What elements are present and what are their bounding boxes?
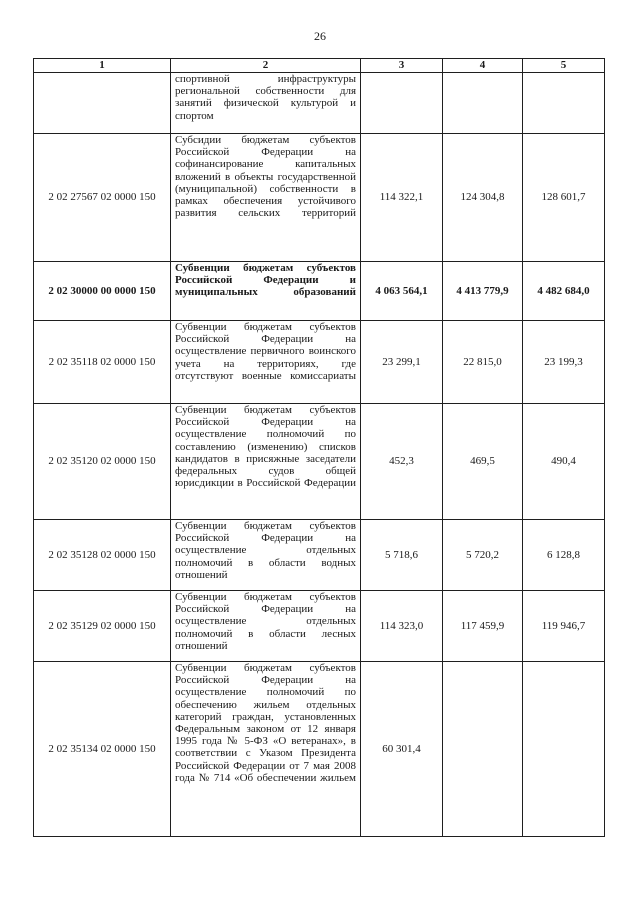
table-header-row [34,59,605,73]
value-col5-cell: 23 199,3 [523,321,605,404]
table-row [34,262,605,321]
value-col5-cell: 128 601,7 [523,134,605,262]
table-row [34,591,605,662]
budget-code-cell: 2 02 35134 02 0000 150 [34,662,171,837]
value-col5-cell [523,662,605,837]
budget-code-cell: 2 02 35120 02 0000 150 [34,404,171,520]
value-col4-cell: 117 459,9 [443,591,523,662]
column-header: 3 [361,59,443,73]
table-row [34,404,605,520]
value-col4-cell [443,73,523,134]
value-col4-cell: 5 720,2 [443,520,523,591]
table-row [34,520,605,591]
description-cell: Субвенции бюджетам субъектов Российской Федерации на осуществление отдельных полномочий в области лесных отношений [171,591,361,662]
description-cell: Субвенции бюджетам субъектов Российской Федерации на осуществление полномочий по обеспечению жильем отдельных категорий граждан, установленных Федеральным законом от 12 января 1995 года № 5-ФЗ «О ветеранах», в соответствии с Указом Президента Российской Федерации от 7 мая 2008 года № 714 «Об обеспечении жильем [171,662,361,837]
value-col3-cell [361,73,443,134]
description-cell: Субсидии бюджетам субъектов Российской Федерации на софинансирование капитальных вложений в объекты государственной (муниципальной) собственности в рамках обеспечения устойчивого развития сельских территорий [171,134,361,262]
value-col3-cell: 5 718,6 [361,520,443,591]
value-col3-cell: 4 063 564,1 [361,262,443,321]
budget-code-cell: 2 02 35118 02 0000 150 [34,321,171,404]
value-col4-cell: 4 413 779,9 [443,262,523,321]
value-col3-cell: 23 299,1 [361,321,443,404]
description-cell: Субвенции бюджетам субъектов Российской Федерации на осуществление отдельных полномочий в области водных отношений [171,520,361,591]
description-cell: Субвенции бюджетам субъектов Российской Федерации на осуществление полномочий по составлению (изменению) списков кандидатов в присяжные заседатели федеральных судов общей юрисдикции в Российской Федерации [171,404,361,520]
column-header: 2 [171,59,361,73]
value-col4-cell: 22 815,0 [443,321,523,404]
value-col5-cell [523,73,605,134]
value-col3-cell: 452,3 [361,404,443,520]
table-row [34,134,605,262]
description-cell: Субвенции бюджетам субъектов Российской Федерации на осуществление первичного воинского учета на территориях, где отсутствуют военные комиссариаты [171,321,361,404]
value-col3-cell: 114 323,0 [361,591,443,662]
value-col5-cell: 6 128,8 [523,520,605,591]
value-col5-cell: 4 482 684,0 [523,262,605,321]
column-header: 5 [523,59,605,73]
budget-table [33,58,605,837]
value-col4-cell: 469,5 [443,404,523,520]
budget-code-cell: 2 02 35129 02 0000 150 [34,591,171,662]
budget-code-cell [34,73,171,134]
table-row [34,73,605,134]
page-number: 26 [314,29,326,43]
value-col4-cell: 124 304,8 [443,134,523,262]
description-cell: спортивной инфраструктуры региональной собственности для занятий физической культурой и спортом [171,73,361,134]
value-col5-cell: 490,4 [523,404,605,520]
budget-code-cell: 2 02 27567 02 0000 150 [34,134,171,262]
column-header: 4 [443,59,523,73]
value-col3-cell: 60 301,4 [361,662,443,837]
value-col3-cell: 114 322,1 [361,134,443,262]
table-row [34,321,605,404]
description-cell: Субвенции бюджетам субъектов Российской Федерации и муниципальных образований [171,262,361,321]
value-col4-cell [443,662,523,837]
value-col5-cell: 119 946,7 [523,591,605,662]
table-row [34,662,605,837]
budget-code-cell: 2 02 30000 00 0000 150 [34,262,171,321]
column-header: 1 [34,59,171,73]
budget-code-cell: 2 02 35128 02 0000 150 [34,520,171,591]
